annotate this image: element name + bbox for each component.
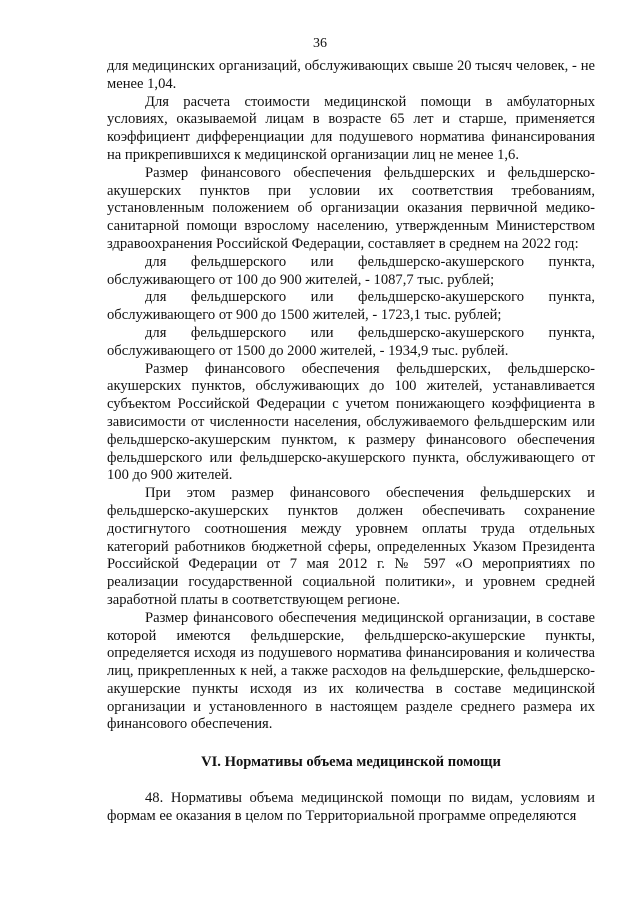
page-number: 36 [313,36,327,51]
paragraph-fap-funding: Размер финансового обеспечения фельдшерских и фельдшерско-акушерских пунктов при условии их соответствия требованиям, установленным положением об организации оказания первичной медико-санитарной помощи взрослому населению, утвержденным Министерством здравоохранения Российской Федерации, составляет в среднем на 2022 год: [107,164,595,252]
paragraph-48: 48. Нормативы объема медицинской помощи по видам, условиям и формам ее оказания в целом по Территориальной программе определяются [107,790,595,824]
paragraph-continuation: для медицинских организаций, обслуживающих свыше 20 тысяч человек, - не менее 1,04. [107,58,595,92]
paragraph-fap-under-100: Размер финансового обеспечения фельдшерских, фельдшерско-акушерских пунктов, обслуживающих до 100 жителей, устанавливается субъектом Российской Федерации с учетом понижающего коэффициента в зависимости от численности населения, обслуживаемого фельдшерским или фельдшерско-акушерским пунктом, к размеру финансового обеспечения фельдшерского или фельдшерско-акушерского пункта, обслуживающего от 100 до 900 жителей. [107,360,595,484]
paragraph-salary-ratio: При этом размер финансового обеспечения фельдшерских и фельдшерско-акушерских пунктов должен обеспечивать сохранение достигнутого соотношения между уровнем оплаты труда отдельных категорий работников бюджетной сферы, определенных Указом Президента Российской Федерации от 7 мая 2012 г. № 597 «О мероприятиях по реализации государственной социальной политики», и уровнем средней заработной платы в соответствующем регионе. [107,485,595,608]
paragraph-org-funding: Размер финансового обеспечения медицинской организации, в составе которой имеются фельдшерские, фельдшерско-акушерские пункты, определяется исходя из подушевого норматива финансирования и количества лиц, прикрепленных к ней, а также расходов на фельдшерские, фельдшерско-акушерские пункты исходя из их количества в составе медицинской организации и установленного в настоящем разделе среднего размера их финансового обеспечения. [107,609,595,733]
paragraph-fap-1500-2000: для фельдшерского или фельдшерско-акушерского пункта, обслуживающего от 1500 до 2000 жителей, - 1934,9 тыс. рублей. [107,324,595,359]
paragraph-fap-100-900: для фельдшерского или фельдшерско-акушерского пункта, обслуживающего от 100 до 900 жителей, - 1087,7 тыс. рублей; [107,253,595,288]
paragraph-fap-900-1500: для фельдшерского или фельдшерско-акушерского пункта, обслуживающего от 900 до 1500 жителей, - 1723,1 тыс. рублей; [107,289,595,324]
section-heading: VI. Нормативы объема медицинской помощи [201,754,501,771]
document-body [107,58,595,826]
paragraph-coefficient-65-plus: Для расчета стоимости медицинской помощи в амбулаторных условиях, оказываемой лицам в возрасте 65 лет и старше, применяется коэффициент дифференциации для подушевого норматива финансирования на прикрепившихся к медицинской организации лиц не менее 1,6. [107,93,595,163]
